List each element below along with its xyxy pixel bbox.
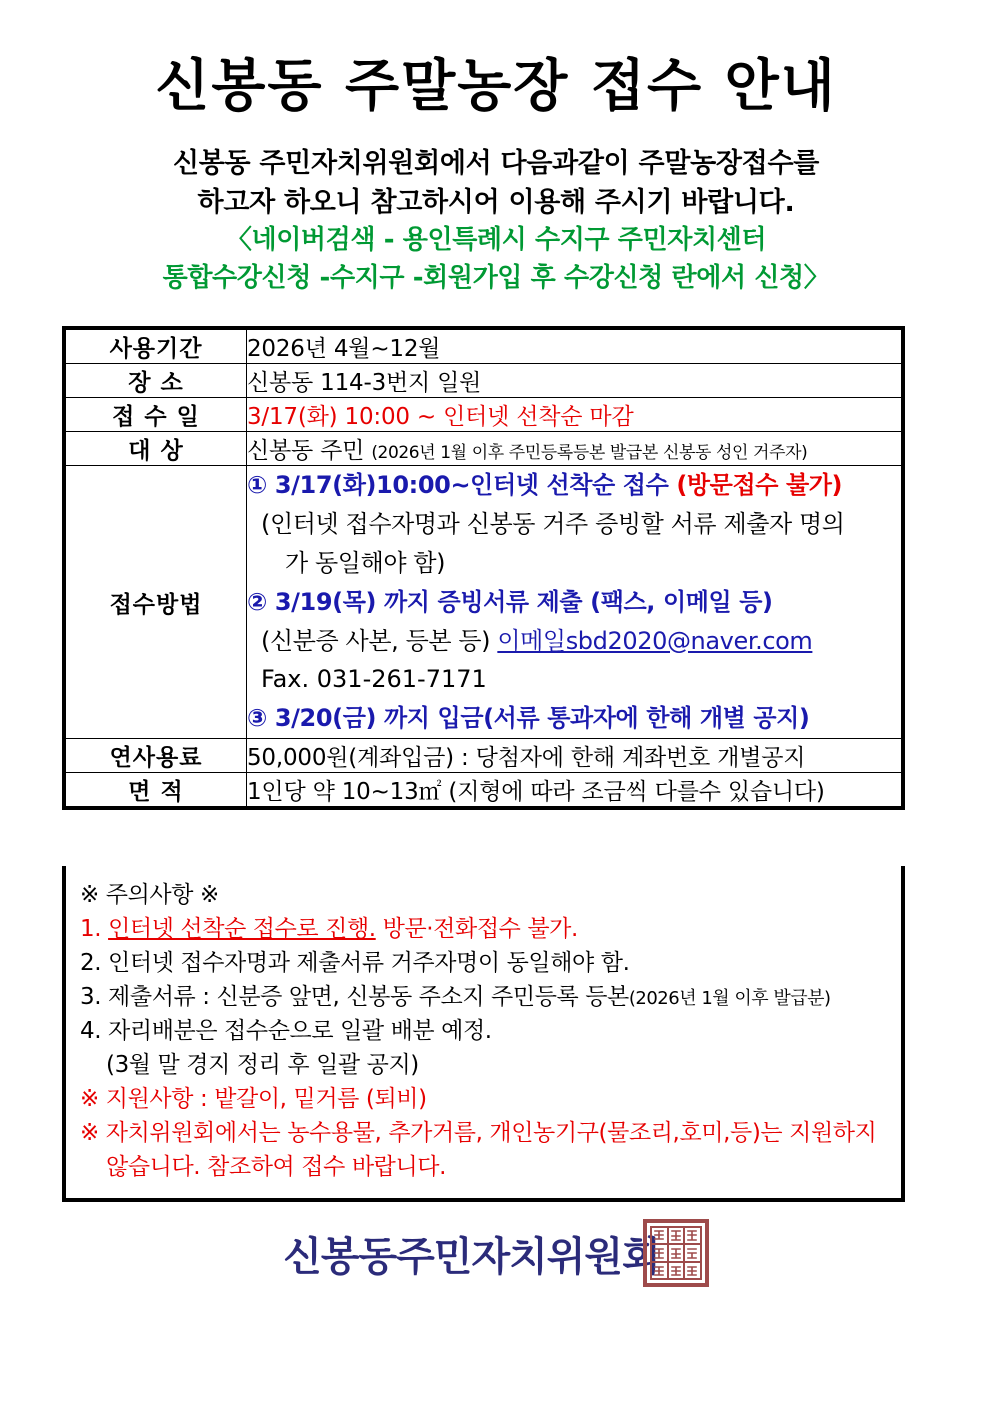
method-item-1-text: ① 3/17(화)10:00~인터넷 선착순 접수 <box>247 471 677 499</box>
row-label-application-date: 접 수 일 <box>64 398 247 432</box>
cautions-heading: ※ 주의사항 ※ <box>80 882 219 908</box>
caution-item-4: 4. 자리배분은 접수순으로 일괄 배분 예정. <box>80 1018 492 1045</box>
caution-item-1-emphasis: 인터넷 선착순 접수로 진행. <box>108 916 376 943</box>
caution-item-2: 2. 인터넷 접수자명과 제출서류 거주자명이 동일해야 함. <box>80 950 630 977</box>
intro-green-line: 〈네이버검색 - 용인특례시 수지구 주민자치센터 <box>225 224 767 255</box>
method-item-1-note-a: (인터넷 접수자명과 신봉동 거주 증빙할 서류 제출자 명의 <box>261 509 845 538</box>
row-label-fee: 연사용료 <box>64 739 247 773</box>
organization-name: 신봉동주민자치위원회 <box>283 1234 660 1280</box>
table-row <box>64 773 903 809</box>
method-item-3: ③ 3/20(금) 까지 입금(서류 통과자에 한해 개별 공지) <box>247 704 810 733</box>
caution-item-1-rest: 방문·전화접수 불가. <box>375 916 578 943</box>
target-main: 신봉동 주민 <box>247 438 365 464</box>
caution-unsupported-items-line1: ※ 자치위원회에서는 농수용물, 추가거름, 개인농기구(물조리,호미,등)는 지원하지 <box>80 1120 877 1147</box>
method-item-1-note-b: 가 동일해야 함) <box>285 548 446 577</box>
row-value-area: 1인당 약 10~13㎡ (지형에 따라 조금씩 다를수 있습니다) <box>247 773 904 809</box>
row-label-method: 접수방법 <box>64 466 247 739</box>
intro-green-line: 통합수강신청 -수지구 -회원가입 후 수강신청 란에서 신청〉 <box>162 262 830 293</box>
row-value-application-date: 3/17(화) 10:00 ~ 인터넷 선착순 마감 <box>247 398 904 432</box>
row-value-fee: 50,000원(계좌입금) : 당첨자에 한해 계좌번호 개별공지 <box>247 739 904 773</box>
caution-item-3-main: 3. 제출서류 : 신분증 앞면, 신봉동 주소지 주민등록 등본 <box>80 984 629 1011</box>
row-value-target <box>247 432 904 466</box>
method-item-1 <box>247 466 901 505</box>
caution-item-3 <box>80 980 891 1014</box>
row-value-method <box>247 466 904 739</box>
row-value-period: 2026년 4월~12월 <box>247 328 904 364</box>
table-row <box>64 364 903 398</box>
table-row <box>64 739 903 773</box>
row-label-area: 면 적 <box>64 773 247 809</box>
fax-number: Fax. 031-261-7171 <box>261 665 487 694</box>
table-row <box>64 398 903 432</box>
table-row <box>64 328 903 364</box>
row-label-target: 대 상 <box>64 432 247 466</box>
method-documents-text: (신분증 사본, 등본 등) <box>261 626 498 655</box>
footer <box>0 1222 992 1292</box>
caution-item-4-sub: (3월 말 경지 정리 후 일괄 공지) <box>106 1052 419 1079</box>
row-label-location: 장 소 <box>64 364 247 398</box>
caution-item-3-detail: (2026년 1월 이후 발급분) <box>628 988 831 1010</box>
table-row-method <box>64 466 903 739</box>
row-label-period: 사용기간 <box>64 328 247 364</box>
info-table <box>62 326 905 810</box>
intro-line: 하고자 하오니 참고하시어 이용해 주시기 바랍니다. <box>197 186 795 218</box>
email-link[interactable]: 이메일sbd2020@naver.com <box>497 626 813 655</box>
official-seal-icon <box>643 1218 709 1288</box>
method-item-2-note <box>247 622 901 661</box>
row-value-location: 신봉동 114-3번지 일원 <box>247 364 904 398</box>
footer-inner <box>283 1222 709 1292</box>
page-title: 신봉동 주말농장 접수 안내 <box>155 54 837 119</box>
caution-item-1 <box>80 912 891 946</box>
cautions-box <box>62 866 905 1202</box>
intro-line: 신봉동 주민자치위원회에서 다음과같이 주말농장접수를 <box>172 147 820 179</box>
caution-item-1-number: 1. <box>80 916 109 943</box>
caution-support-items: ※ 지원사항 : 밭갈이, 밑거름 (퇴비) <box>80 1086 427 1113</box>
table-row <box>64 432 903 466</box>
info-table-wrapper <box>62 326 905 810</box>
target-detail: (2026년 1월 이후 주민등록등본 발급본 신봉동 성인 거주자) <box>371 443 808 463</box>
method-item-1-warning: (방문접수 불가) <box>676 471 843 499</box>
intro-paragraph <box>0 118 992 298</box>
caution-unsupported-items-line2: 않습니다. 참조하여 접수 바랍니다. <box>106 1154 447 1181</box>
method-item-2: ② 3/19(목) 까지 증빙서류 제출 (팩스, 이메일 등) <box>247 587 773 616</box>
